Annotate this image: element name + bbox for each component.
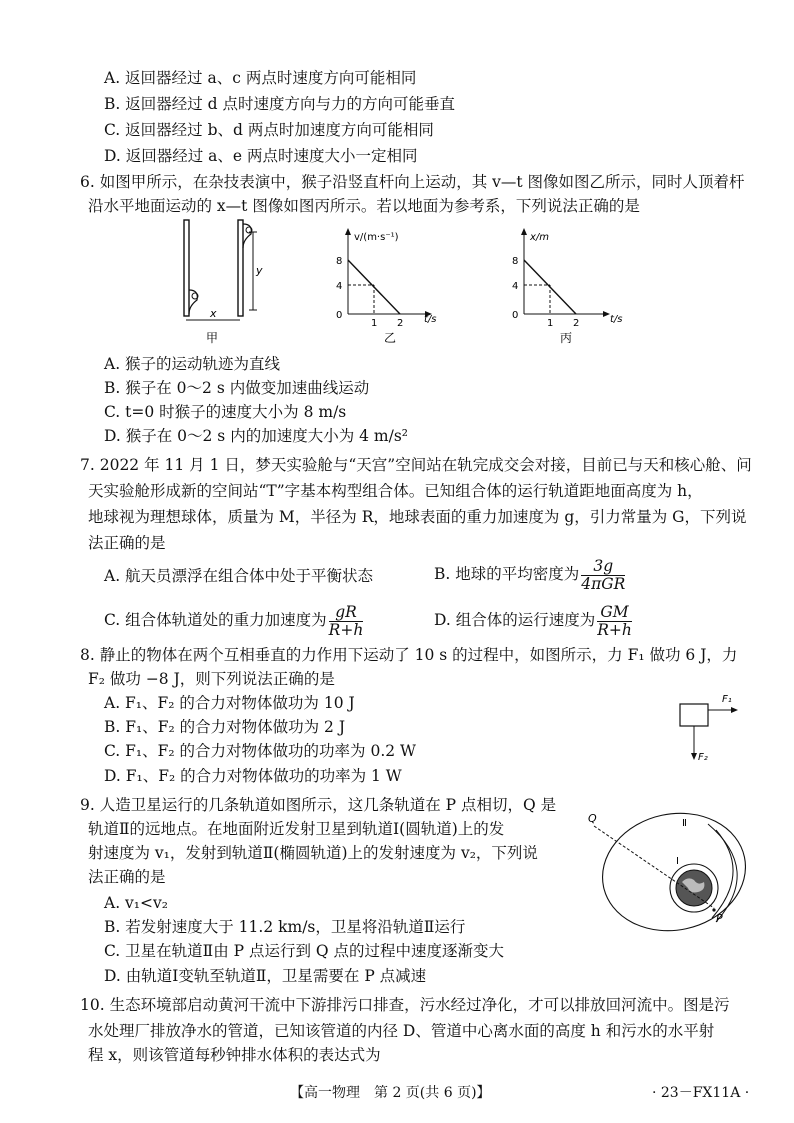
q7-option-d-text: D. 组合体的运行速度为 (434, 611, 596, 629)
q10-stem-line2: 水处理厂排放净水的管道，已知该管道的内径 D、管道中心离水面的高度 h 和污水的水平射 (88, 1022, 715, 1040)
q7-b-num: 3g (581, 558, 625, 576)
q7-option-a: A. 航天员漂浮在组合体中处于平衡状态 (104, 567, 374, 585)
q6-option-d: D. 猴子在 0～2 s 内的加速度大小为 4 m/s² (104, 427, 408, 445)
q6-option-a: A. 猴子的运动轨迹为直线 (104, 355, 281, 373)
q9-option-d: D. 由轨道Ⅰ变轨至轨道Ⅱ，卫星需要在 P 点减速 (104, 967, 427, 985)
pole-left (184, 220, 189, 316)
q9-option-c: C. 卫星在轨道Ⅱ由 P 点运行到 Q 点的过程中速度逐渐变大 (104, 942, 505, 960)
yi-ytick-4: 4 (336, 281, 343, 292)
q9-option-a: A. v₁<v₂ (104, 894, 168, 912)
label-p: P (716, 912, 723, 925)
q5-option-d: D. 返回器经过 a、e 两点时速度大小一定相同 (104, 147, 418, 165)
yi-ylabel: v/(m·s⁻¹) (354, 232, 399, 243)
q7-option-b-text: B. 地球的平均密度为 (434, 565, 580, 583)
figure-jia (170, 218, 270, 346)
q5-option-b: B. 返回器经过 d 点时速度方向与力的方向可能垂直 (104, 95, 456, 113)
q9-stem-line2: 轨道Ⅱ的远地点。在地面附近发射卫星到轨道Ⅰ(圆轨道)上的发 (88, 820, 505, 838)
q7-c-den: R+h (328, 620, 364, 639)
caption-bing: 丙 (560, 331, 573, 345)
q7-option-b-fraction (581, 558, 625, 593)
label-orbit-i: Ⅰ (676, 856, 679, 867)
pole-right (238, 220, 243, 316)
exam-code: · 23－FX11A · (652, 1085, 750, 1101)
bing-xlabel: t/s (610, 314, 623, 325)
bing-xtick-1: 1 (547, 318, 554, 329)
q7-stem-line3: 地球视为理想球体，质量为 M，半径为 R，地球表面的重力加速度为 g，引力常量为 G，下列说 (88, 508, 747, 526)
q6-stem-line1: 6. 如图甲所示，在杂技表演中，猴子沿竖直杆向上运动，其 v—t 图像如图乙所示，同时人顶着杆 (80, 173, 745, 191)
q8-option-b: B. F₁、F₂ 的合力对物体做功为 2 J (104, 718, 346, 736)
graph-yi (330, 226, 450, 346)
q5-option-c: C. 返回器经过 b、d 两点时加速度方向可能相同 (104, 121, 434, 139)
x-label: x (210, 307, 217, 320)
yi-xlabel: t/s (424, 314, 437, 325)
bing-ytick-8: 8 (512, 256, 519, 267)
q8-option-c: C. F₁、F₂ 的合力对物体做功的功率为 0.2 W (104, 742, 416, 760)
q7-d-den: R+h (597, 620, 632, 639)
q9-stem-line4: 法正确的是 (88, 868, 166, 886)
q9-stem-line1: 9. 人造卫星运行的几条轨道如图所示，这几条轨道在 P 点相切，Q 是 (80, 796, 557, 814)
q7-c-num: gR (329, 604, 364, 622)
q8-option-a: A. F₁、F₂ 的合力对物体做功为 10 J (104, 694, 355, 712)
q5-option-a: A. 返回器经过 a、c 两点时速度方向可能相同 (104, 69, 417, 87)
q9-option-b: B. 若发射速度大于 11.2 km/s，卫星将沿轨道Ⅱ运行 (104, 918, 466, 936)
yi-xtick-1: 1 (371, 318, 378, 329)
q7-stem-line4: 法正确的是 (88, 534, 166, 552)
graph-bing (506, 226, 636, 346)
yi-ytick-8: 8 (336, 256, 343, 267)
q7-option-b (434, 556, 627, 593)
q8-force-diagram (664, 686, 744, 768)
q10-stem-line3: 程 x，则该管道每秒钟排水体积的表达式为 (88, 1046, 381, 1064)
q6-option-b: B. 猴子在 0～2 s 内做变加速曲线运动 (104, 379, 370, 397)
q6-stem-line2: 沿水平地面运动的 x—t 图像如图丙所示。若以地面为参考系，下列说法正确的是 (88, 197, 640, 215)
q7-b-den: 4πGR (581, 574, 626, 593)
q7-d-num: GM (597, 604, 632, 622)
block (680, 704, 708, 726)
page-footer: 【高一物理 第 2 页(共 6 页)】 (290, 1085, 491, 1101)
yi-xtick-2: 2 (397, 318, 404, 329)
q7-stem-line1: 7. 2022 年 11 月 1 日，梦天实验舱与“天宫”空间站在轨完成交会对接，目前已与天和核心舱、问 (80, 456, 752, 474)
label-orbit-ii: Ⅱ (682, 818, 687, 829)
q9-orbit-diagram (566, 806, 746, 946)
q7-option-c (104, 602, 365, 639)
orbit-ii-ellipse (592, 806, 746, 944)
q6-option-c: C. t=0 时猴子的速度大小为 8 m/s (104, 403, 347, 421)
label-q: Q (588, 812, 597, 825)
caption-jia: 甲 (206, 331, 219, 345)
caption-yi: 乙 (384, 331, 397, 345)
q7-option-d (434, 602, 634, 639)
q7-option-c-fraction (329, 604, 364, 639)
q7-option-d-fraction (597, 604, 632, 639)
q8-stem-line1: 8. 静止的物体在两个互相垂直的力作用下运动了 10 s 的过程中，如图所示，力 F₁ 做功 6 J，力 (80, 646, 738, 664)
yi-ytick-0: 0 (336, 310, 343, 321)
f1-label: F₁ (722, 694, 732, 705)
bing-xtick-2: 2 (573, 318, 580, 329)
bing-ytick-4: 4 (512, 281, 519, 292)
q10-stem-line1: 10. 生态环境部启动黄河干流中下游排污口排查，污水经过净化，才可以排放回河流中。图是污 (80, 996, 730, 1014)
f2-label: F₂ (698, 752, 708, 763)
q7-option-c-text: C. 组合体轨道处的重力加速度为 (104, 611, 327, 629)
q8-stem-line2: F₂ 做功 −8 J，则下列说法正确的是 (88, 670, 335, 688)
q8-option-d: D. F₁、F₂ 的合力对物体做功的功率为 1 W (104, 767, 402, 785)
bing-ytick-0: 0 (512, 310, 519, 321)
q9-stem-line3: 射速度为 v₁，发射到轨道Ⅱ(椭圆轨道)上的发射速度为 v₂，下列说 (88, 844, 538, 862)
bing-ylabel: x/m (530, 232, 550, 243)
q7-stem-line2: 天实验舱形成新的空间站“T”字基本构型组合体。已知组合体的运行轨道距地面高度为 h， (88, 482, 703, 500)
y-label: y (256, 264, 263, 277)
